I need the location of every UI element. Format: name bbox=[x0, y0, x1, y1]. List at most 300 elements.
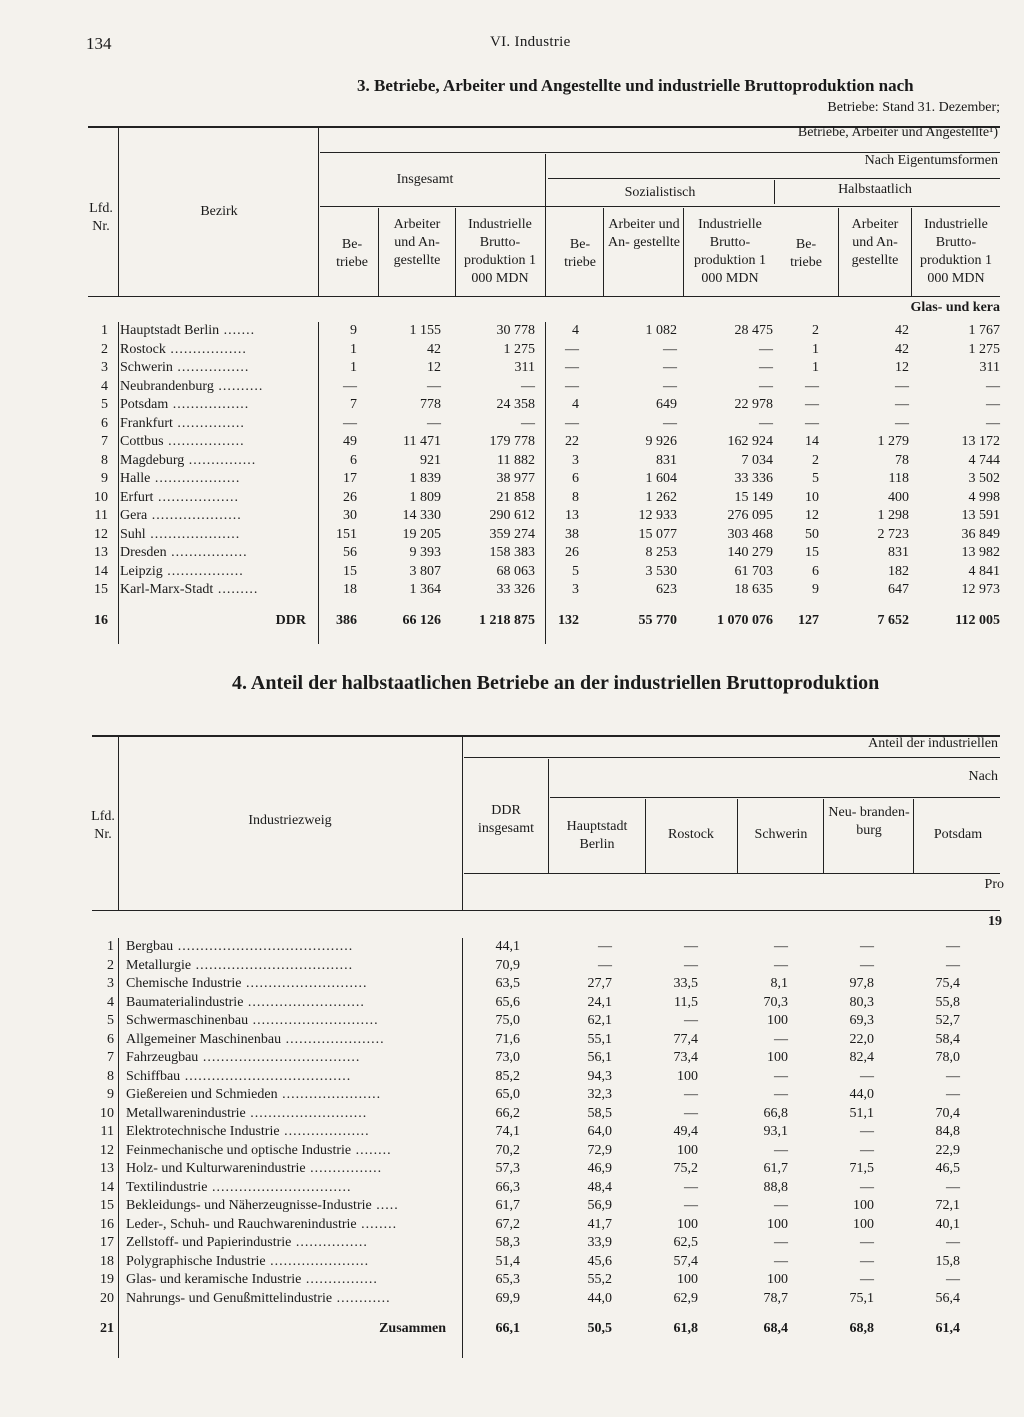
cell-value: — bbox=[663, 378, 677, 394]
cell-value: 7 652 bbox=[877, 612, 909, 628]
leader-dots: ............... bbox=[172, 415, 245, 431]
cell-value: 73,4 bbox=[673, 1050, 698, 1065]
bezirk-header: Bezirk bbox=[200, 204, 238, 219]
row-number: 7 bbox=[107, 1050, 114, 1065]
cell-value: 100 bbox=[677, 1216, 698, 1232]
cell-value: — bbox=[774, 1087, 788, 1102]
cell-value: — bbox=[895, 397, 909, 412]
table-row bbox=[82, 563, 1000, 582]
cell-value: — bbox=[521, 378, 535, 394]
cell-value: 162 924 bbox=[727, 434, 773, 449]
cell-value: 58,5 bbox=[587, 1105, 612, 1121]
table-row bbox=[86, 1160, 1004, 1179]
cell-value: 70,3 bbox=[763, 994, 788, 1010]
table-row bbox=[86, 1142, 1004, 1161]
cell-value: 3 bbox=[572, 452, 579, 468]
col-betriebe-1: Be- triebe bbox=[336, 237, 368, 270]
cell-value: 13 172 bbox=[961, 434, 1000, 449]
col-arbeiter-1: Arbeiter und An- gestellte bbox=[393, 217, 441, 268]
cell-value: 15 bbox=[343, 563, 357, 579]
leader-dots: .......... bbox=[213, 378, 264, 394]
cell-value: 15 149 bbox=[734, 489, 773, 505]
cell-value: 100 bbox=[677, 1142, 698, 1158]
bezirk-label: Hauptstadt Berlin bbox=[120, 323, 220, 338]
cell-value: 51,4 bbox=[495, 1253, 520, 1269]
cell-value: 1 279 bbox=[877, 434, 909, 449]
cell-value: 100 bbox=[853, 1198, 874, 1213]
table-row bbox=[86, 1049, 1004, 1068]
cell-value: 44,0 bbox=[587, 1290, 612, 1306]
cell-value: 100 bbox=[677, 1272, 698, 1287]
leader-dots: ........ bbox=[356, 1216, 398, 1232]
cell-value: 1 839 bbox=[409, 471, 441, 486]
cell-value: 97,8 bbox=[849, 976, 874, 991]
cell-value: — bbox=[565, 378, 579, 394]
col-neubrandenburg-header: Neu- branden- burg bbox=[828, 805, 910, 838]
cell-value: 21 858 bbox=[496, 489, 535, 505]
cell-value: 69,9 bbox=[495, 1290, 520, 1306]
cell-value: 13 bbox=[565, 508, 579, 523]
leader-dots: ................ bbox=[305, 1161, 383, 1176]
industriezweig-name bbox=[114, 1086, 460, 1105]
eigentum-header: Nach Eigentumsformen bbox=[864, 153, 998, 168]
leader-dots: ........................... bbox=[241, 976, 368, 991]
cell-value: 132 bbox=[558, 612, 579, 628]
cell-value: 56,1 bbox=[587, 1050, 612, 1065]
cell-value: 61 703 bbox=[734, 563, 773, 579]
cell-value: 11 471 bbox=[403, 434, 441, 449]
cell-value: 15 bbox=[805, 545, 819, 560]
cell-value: 311 bbox=[979, 360, 1000, 375]
cell-value: — bbox=[565, 360, 579, 375]
cell-value: — bbox=[860, 957, 874, 973]
row-number: 9 bbox=[107, 1087, 114, 1102]
table-row bbox=[82, 341, 1000, 360]
cell-value: 61,7 bbox=[763, 1161, 788, 1176]
cell-value: 75,4 bbox=[935, 976, 960, 991]
row-number: 18 bbox=[100, 1253, 114, 1269]
industriezweig-name bbox=[114, 1197, 460, 1216]
table-row bbox=[86, 957, 1004, 976]
cell-value: 1 275 bbox=[968, 341, 1000, 357]
bezirk-name bbox=[108, 581, 320, 600]
cell-value: 22 bbox=[565, 434, 579, 449]
cell-value: — bbox=[774, 1068, 788, 1084]
cell-value: 12 973 bbox=[961, 582, 1000, 597]
cell-value: 1 767 bbox=[968, 323, 1000, 338]
cell-value: 5 bbox=[812, 471, 819, 486]
cell-value: 1 155 bbox=[409, 323, 441, 338]
cell-value: 50 bbox=[805, 526, 819, 542]
cell-value: 112 005 bbox=[955, 612, 1000, 628]
cell-value: 82,4 bbox=[849, 1050, 874, 1065]
industriezweig-label: Nahrungs- und Genußmittelindustrie bbox=[126, 1290, 333, 1306]
col-produktion-2: Industrielle Brutto- produktion 1 000 MDN bbox=[694, 217, 766, 286]
bezirk-label: DDR bbox=[275, 612, 306, 628]
row-number: 13 bbox=[100, 1161, 114, 1176]
cell-value: — bbox=[684, 1105, 698, 1121]
industriezweig-label: Elektrotechnische Industrie bbox=[126, 1124, 280, 1139]
lfd-nr-header: Lfd. Nr. bbox=[89, 201, 113, 234]
cell-value: 1 262 bbox=[645, 489, 677, 505]
table-row bbox=[86, 994, 1004, 1013]
row-number: 11 bbox=[94, 508, 108, 523]
industriezweig-label: Polygraphische Industrie bbox=[126, 1253, 266, 1269]
bezirk-name bbox=[108, 452, 320, 471]
industriezweig-name bbox=[114, 1049, 460, 1068]
leader-dots: ....... bbox=[219, 323, 256, 338]
industriezweig-label: Fahrzeugbau bbox=[126, 1050, 199, 1065]
row-number: 11 bbox=[100, 1124, 114, 1139]
row-number: 10 bbox=[94, 489, 108, 505]
bezirk-label: Halle bbox=[120, 471, 151, 486]
leader-dots: ................ bbox=[291, 1235, 368, 1250]
cell-value: 386 bbox=[336, 612, 357, 628]
unit-label: Pro bbox=[984, 877, 1004, 892]
col-potsdam-header: Potsdam bbox=[933, 827, 983, 842]
cell-value: — bbox=[774, 957, 788, 973]
industriezweig-name bbox=[114, 1253, 460, 1272]
table4-body bbox=[86, 938, 1004, 1339]
col-berlin-header: Hauptstadt Berlin bbox=[566, 819, 628, 852]
cell-value: 33 326 bbox=[496, 582, 535, 597]
cell-value: — bbox=[427, 415, 441, 431]
leader-dots: ................ bbox=[301, 1272, 378, 1287]
cell-value: 49,4 bbox=[673, 1124, 698, 1139]
row-number: 21 bbox=[100, 1321, 114, 1336]
cell-value: 11,5 bbox=[674, 994, 698, 1010]
cell-value: — bbox=[805, 378, 819, 394]
cell-value: 84,8 bbox=[935, 1124, 960, 1139]
cell-value: — bbox=[759, 360, 773, 375]
cell-value: 4 bbox=[572, 323, 579, 338]
cell-value: 55,1 bbox=[587, 1031, 612, 1047]
row-number: 16 bbox=[100, 1216, 114, 1232]
cell-value: 32,3 bbox=[587, 1087, 612, 1102]
leader-dots: ................. bbox=[165, 341, 247, 357]
cell-value: 7 bbox=[350, 397, 357, 412]
cell-value: 66,1 bbox=[495, 1321, 520, 1336]
cell-value: 831 bbox=[888, 545, 909, 560]
cell-value: 100 bbox=[767, 1272, 788, 1287]
industriezweig-label: Bergbau bbox=[126, 939, 174, 954]
cell-value: 65,6 bbox=[495, 994, 520, 1010]
bezirk-label: Dresden bbox=[120, 545, 167, 560]
row-number: 15 bbox=[94, 582, 108, 597]
cell-value: 33,5 bbox=[673, 976, 698, 991]
cell-value: 30 778 bbox=[496, 323, 535, 338]
cell-value: 65,0 bbox=[495, 1087, 520, 1102]
cell-value: 10 bbox=[805, 489, 819, 505]
cell-value: — bbox=[565, 415, 579, 431]
cell-value: — bbox=[805, 397, 819, 412]
row-number: 3 bbox=[107, 976, 114, 991]
cell-value: 100 bbox=[767, 1050, 788, 1065]
cell-value: 22,0 bbox=[849, 1031, 874, 1047]
row-number: 13 bbox=[94, 545, 108, 560]
bezirk-name bbox=[108, 359, 320, 378]
cell-value: 77,4 bbox=[673, 1031, 698, 1047]
cell-value: — bbox=[774, 1253, 788, 1269]
cell-value: 100 bbox=[853, 1216, 874, 1232]
cell-value: 36 849 bbox=[961, 526, 1000, 542]
cell-value: 66,2 bbox=[495, 1105, 520, 1121]
row-number: 16 bbox=[94, 612, 108, 628]
cell-value: 72,9 bbox=[587, 1142, 612, 1158]
row-number: 12 bbox=[94, 526, 108, 542]
industriezweig-name bbox=[114, 1031, 460, 1050]
cell-value: — bbox=[860, 1142, 874, 1158]
cell-value: 66,8 bbox=[763, 1105, 788, 1121]
industriezweig-label: Schiffbau bbox=[126, 1068, 181, 1084]
cell-value: 3 502 bbox=[968, 471, 1000, 486]
cell-value: 24,1 bbox=[587, 994, 612, 1010]
cell-value: 78,7 bbox=[763, 1290, 788, 1306]
row-number: 15 bbox=[100, 1198, 114, 1213]
cell-value: 26 bbox=[343, 489, 357, 505]
industriezweig-label: Holz- und Kulturwarenindustrie bbox=[126, 1161, 306, 1176]
anteil-header: Anteil der industriellen bbox=[868, 736, 998, 751]
table-row bbox=[86, 1290, 1004, 1309]
industriezweig-name bbox=[114, 1123, 460, 1142]
cell-value: 58,4 bbox=[935, 1031, 960, 1047]
leader-dots: ............... bbox=[184, 452, 257, 468]
cell-value: — bbox=[895, 415, 909, 431]
cell-value: 6 bbox=[812, 563, 819, 579]
cell-value: — bbox=[684, 957, 698, 973]
cell-value: 30 bbox=[343, 508, 357, 523]
cell-value: — bbox=[946, 1272, 960, 1287]
cell-value: 1 275 bbox=[503, 341, 535, 357]
cell-value: 831 bbox=[656, 452, 677, 468]
leader-dots: ........ bbox=[351, 1142, 392, 1158]
table4-total-row bbox=[86, 1320, 1004, 1339]
cell-value: — bbox=[684, 1198, 698, 1213]
cell-value: 62,9 bbox=[673, 1290, 698, 1306]
cell-value: 44,1 bbox=[495, 939, 520, 954]
cell-value: 1 070 076 bbox=[717, 612, 773, 628]
cell-value: 100 bbox=[677, 1068, 698, 1084]
cell-value: 18 635 bbox=[734, 582, 773, 597]
industriezweig-name bbox=[114, 1271, 460, 1290]
cell-value: 65,3 bbox=[495, 1272, 520, 1287]
leader-dots: ............ bbox=[332, 1290, 391, 1306]
cell-value: 1 bbox=[350, 341, 357, 357]
cell-value: 78,0 bbox=[935, 1050, 960, 1065]
row-number: 7 bbox=[101, 434, 108, 449]
cell-value: 4 744 bbox=[968, 452, 1000, 468]
bezirk-label: Cottbus bbox=[120, 434, 164, 449]
col-arbeiter-2: Arbeiter und An- gestellte bbox=[608, 217, 680, 250]
row-number: 6 bbox=[101, 415, 108, 431]
cell-value: 94,3 bbox=[587, 1068, 612, 1084]
cell-value: 22 978 bbox=[734, 397, 773, 412]
cell-value: 68,8 bbox=[849, 1321, 874, 1336]
cell-value: 15 077 bbox=[638, 526, 677, 542]
cell-value: 46,5 bbox=[935, 1161, 960, 1176]
table-row bbox=[82, 581, 1000, 600]
table3-section-label: Glas- und kera bbox=[910, 300, 1000, 315]
cell-value: 57,3 bbox=[495, 1161, 520, 1176]
cell-value: 158 383 bbox=[489, 545, 535, 560]
bezirk-name bbox=[108, 544, 320, 563]
cell-value: 12 bbox=[895, 360, 909, 375]
leader-dots: ................. bbox=[168, 397, 250, 412]
cell-value: 6 bbox=[572, 471, 579, 486]
cell-value: — bbox=[895, 378, 909, 394]
bezirk-name bbox=[108, 507, 320, 526]
bezirk-name bbox=[108, 396, 320, 415]
cell-value: 33 336 bbox=[734, 471, 773, 486]
cell-value: 48,4 bbox=[587, 1179, 612, 1195]
cell-value: 93,1 bbox=[763, 1124, 788, 1139]
cell-value: — bbox=[860, 1272, 874, 1287]
cell-value: 38 bbox=[565, 526, 579, 542]
table-row bbox=[86, 1197, 1004, 1216]
cell-value: 63,5 bbox=[495, 976, 520, 991]
cell-value: 921 bbox=[420, 452, 441, 468]
cell-value: 4 bbox=[572, 397, 579, 412]
cell-value: — bbox=[860, 1179, 874, 1195]
cell-value: 62,5 bbox=[673, 1235, 698, 1250]
col-rostock-header: Rostock bbox=[668, 827, 714, 842]
cell-value: — bbox=[946, 957, 960, 973]
leader-dots: ...................... bbox=[277, 1087, 382, 1102]
cell-value: 74,1 bbox=[495, 1124, 520, 1139]
cell-value: 46,9 bbox=[587, 1161, 612, 1176]
cell-value: 13 982 bbox=[961, 545, 1000, 560]
bezirk-name bbox=[108, 341, 320, 360]
table-row bbox=[82, 526, 1000, 545]
table-row bbox=[82, 489, 1000, 508]
cell-value: 1 bbox=[350, 360, 357, 375]
cell-value: — bbox=[684, 1013, 698, 1028]
bezirk-name bbox=[108, 526, 320, 545]
cell-value: — bbox=[759, 378, 773, 394]
table4-title: 4. Anteil der halbstaatlichen Betriebe an der industriellen Bruttoproduktion bbox=[232, 672, 880, 694]
leader-dots: ..... bbox=[371, 1198, 399, 1213]
cell-value: 78 bbox=[895, 452, 909, 468]
halbstaatlich-header: Halbstaatlich bbox=[838, 182, 912, 197]
bezirk-label: Suhl bbox=[120, 526, 146, 542]
leader-dots: .................... bbox=[145, 526, 241, 542]
cell-value: 70,9 bbox=[495, 957, 520, 973]
cell-value: 118 bbox=[888, 471, 909, 486]
cell-value: 68 063 bbox=[496, 563, 535, 579]
leader-dots: ...................... bbox=[281, 1031, 385, 1047]
cell-value: 9 bbox=[812, 582, 819, 597]
cell-value: 42 bbox=[895, 341, 909, 357]
cell-value: 3 530 bbox=[645, 563, 677, 579]
industriezweig-name bbox=[114, 1105, 460, 1124]
cell-value: — bbox=[860, 939, 874, 954]
cell-value: 14 bbox=[805, 434, 819, 449]
table3-body bbox=[82, 322, 1000, 630]
cell-value: — bbox=[805, 415, 819, 431]
bezirk-name bbox=[108, 378, 320, 397]
running-head: VI. Industrie bbox=[490, 34, 571, 50]
cell-value: 15,8 bbox=[935, 1253, 960, 1269]
bezirk-label: Schwerin bbox=[120, 360, 173, 375]
cell-value: 52,7 bbox=[935, 1013, 960, 1028]
group-header: Betriebe, Arbeiter und Angestellte¹) bbox=[797, 125, 998, 140]
bezirk-label: Frankfurt bbox=[120, 415, 173, 431]
cell-value: 5 bbox=[572, 563, 579, 579]
cell-value: — bbox=[774, 1235, 788, 1250]
cell-value: 49 bbox=[343, 434, 357, 449]
cell-value: 17 bbox=[343, 471, 357, 486]
cell-value: 27,7 bbox=[587, 976, 612, 991]
cell-value: — bbox=[946, 939, 960, 954]
table-row bbox=[86, 1031, 1004, 1050]
bezirk-name bbox=[108, 470, 320, 489]
row-number: 2 bbox=[101, 341, 108, 357]
row-number: 8 bbox=[107, 1068, 114, 1084]
cell-value: 85,2 bbox=[495, 1068, 520, 1084]
industriezweig-name bbox=[114, 1160, 460, 1179]
cell-value: 42 bbox=[427, 341, 441, 357]
leader-dots: .................... bbox=[147, 508, 242, 523]
bezirk-label: Leipzig bbox=[120, 563, 163, 579]
bezirk-label: Rostock bbox=[120, 341, 166, 357]
cell-value: 26 bbox=[565, 545, 579, 560]
table-row bbox=[82, 396, 1000, 415]
cell-value: 1 364 bbox=[409, 582, 441, 597]
industriezweig-name bbox=[114, 1216, 460, 1235]
leader-dots: ................... bbox=[150, 471, 241, 486]
bezirk-name bbox=[108, 433, 320, 452]
cell-value: — bbox=[343, 415, 357, 431]
cell-value: 303 468 bbox=[727, 526, 773, 542]
table-row bbox=[82, 507, 1000, 526]
cell-value: 50,5 bbox=[587, 1321, 612, 1336]
leader-dots: ..................................... bbox=[180, 1068, 352, 1084]
cell-value: 80,3 bbox=[849, 994, 874, 1010]
cell-value: 1 604 bbox=[645, 471, 677, 486]
insgesamt-header: Insgesamt bbox=[396, 172, 454, 187]
industriezweig-label: Leder-, Schuh- und Rauchwarenindustrie bbox=[126, 1216, 357, 1232]
leader-dots: ................. bbox=[163, 434, 245, 449]
industriezweig-label: Zellstoff- und Papierindustrie bbox=[126, 1235, 292, 1250]
cell-value: 38 977 bbox=[496, 471, 535, 486]
cell-value: 55 770 bbox=[638, 612, 677, 628]
bezirk-name bbox=[108, 563, 320, 582]
cell-value: — bbox=[860, 1068, 874, 1084]
cell-value: — bbox=[946, 1087, 960, 1102]
leader-dots: ................. bbox=[166, 545, 248, 560]
table-row bbox=[82, 433, 1000, 452]
leader-dots: .......................... bbox=[245, 1105, 368, 1121]
row-number: 5 bbox=[101, 397, 108, 412]
bezirk-name bbox=[108, 322, 320, 341]
cell-value: 70,2 bbox=[495, 1142, 520, 1158]
cell-value: 67,2 bbox=[495, 1216, 520, 1232]
leader-dots: ............................... bbox=[207, 1179, 352, 1195]
cell-value: 2 723 bbox=[877, 526, 909, 542]
cell-value: 8 253 bbox=[645, 545, 677, 560]
cell-value: — bbox=[427, 378, 441, 394]
table-row bbox=[86, 1179, 1004, 1198]
row-number: 14 bbox=[94, 563, 108, 579]
industriezweig-header: Industriezweig bbox=[248, 813, 332, 828]
cell-value: 12 bbox=[427, 360, 441, 375]
leader-dots: ................................... bbox=[191, 957, 354, 973]
industriezweig-name bbox=[114, 994, 460, 1013]
row-number: 19 bbox=[100, 1272, 114, 1287]
row-number: 4 bbox=[107, 994, 114, 1010]
cell-value: — bbox=[774, 1031, 788, 1047]
cell-value: 12 933 bbox=[638, 508, 677, 523]
